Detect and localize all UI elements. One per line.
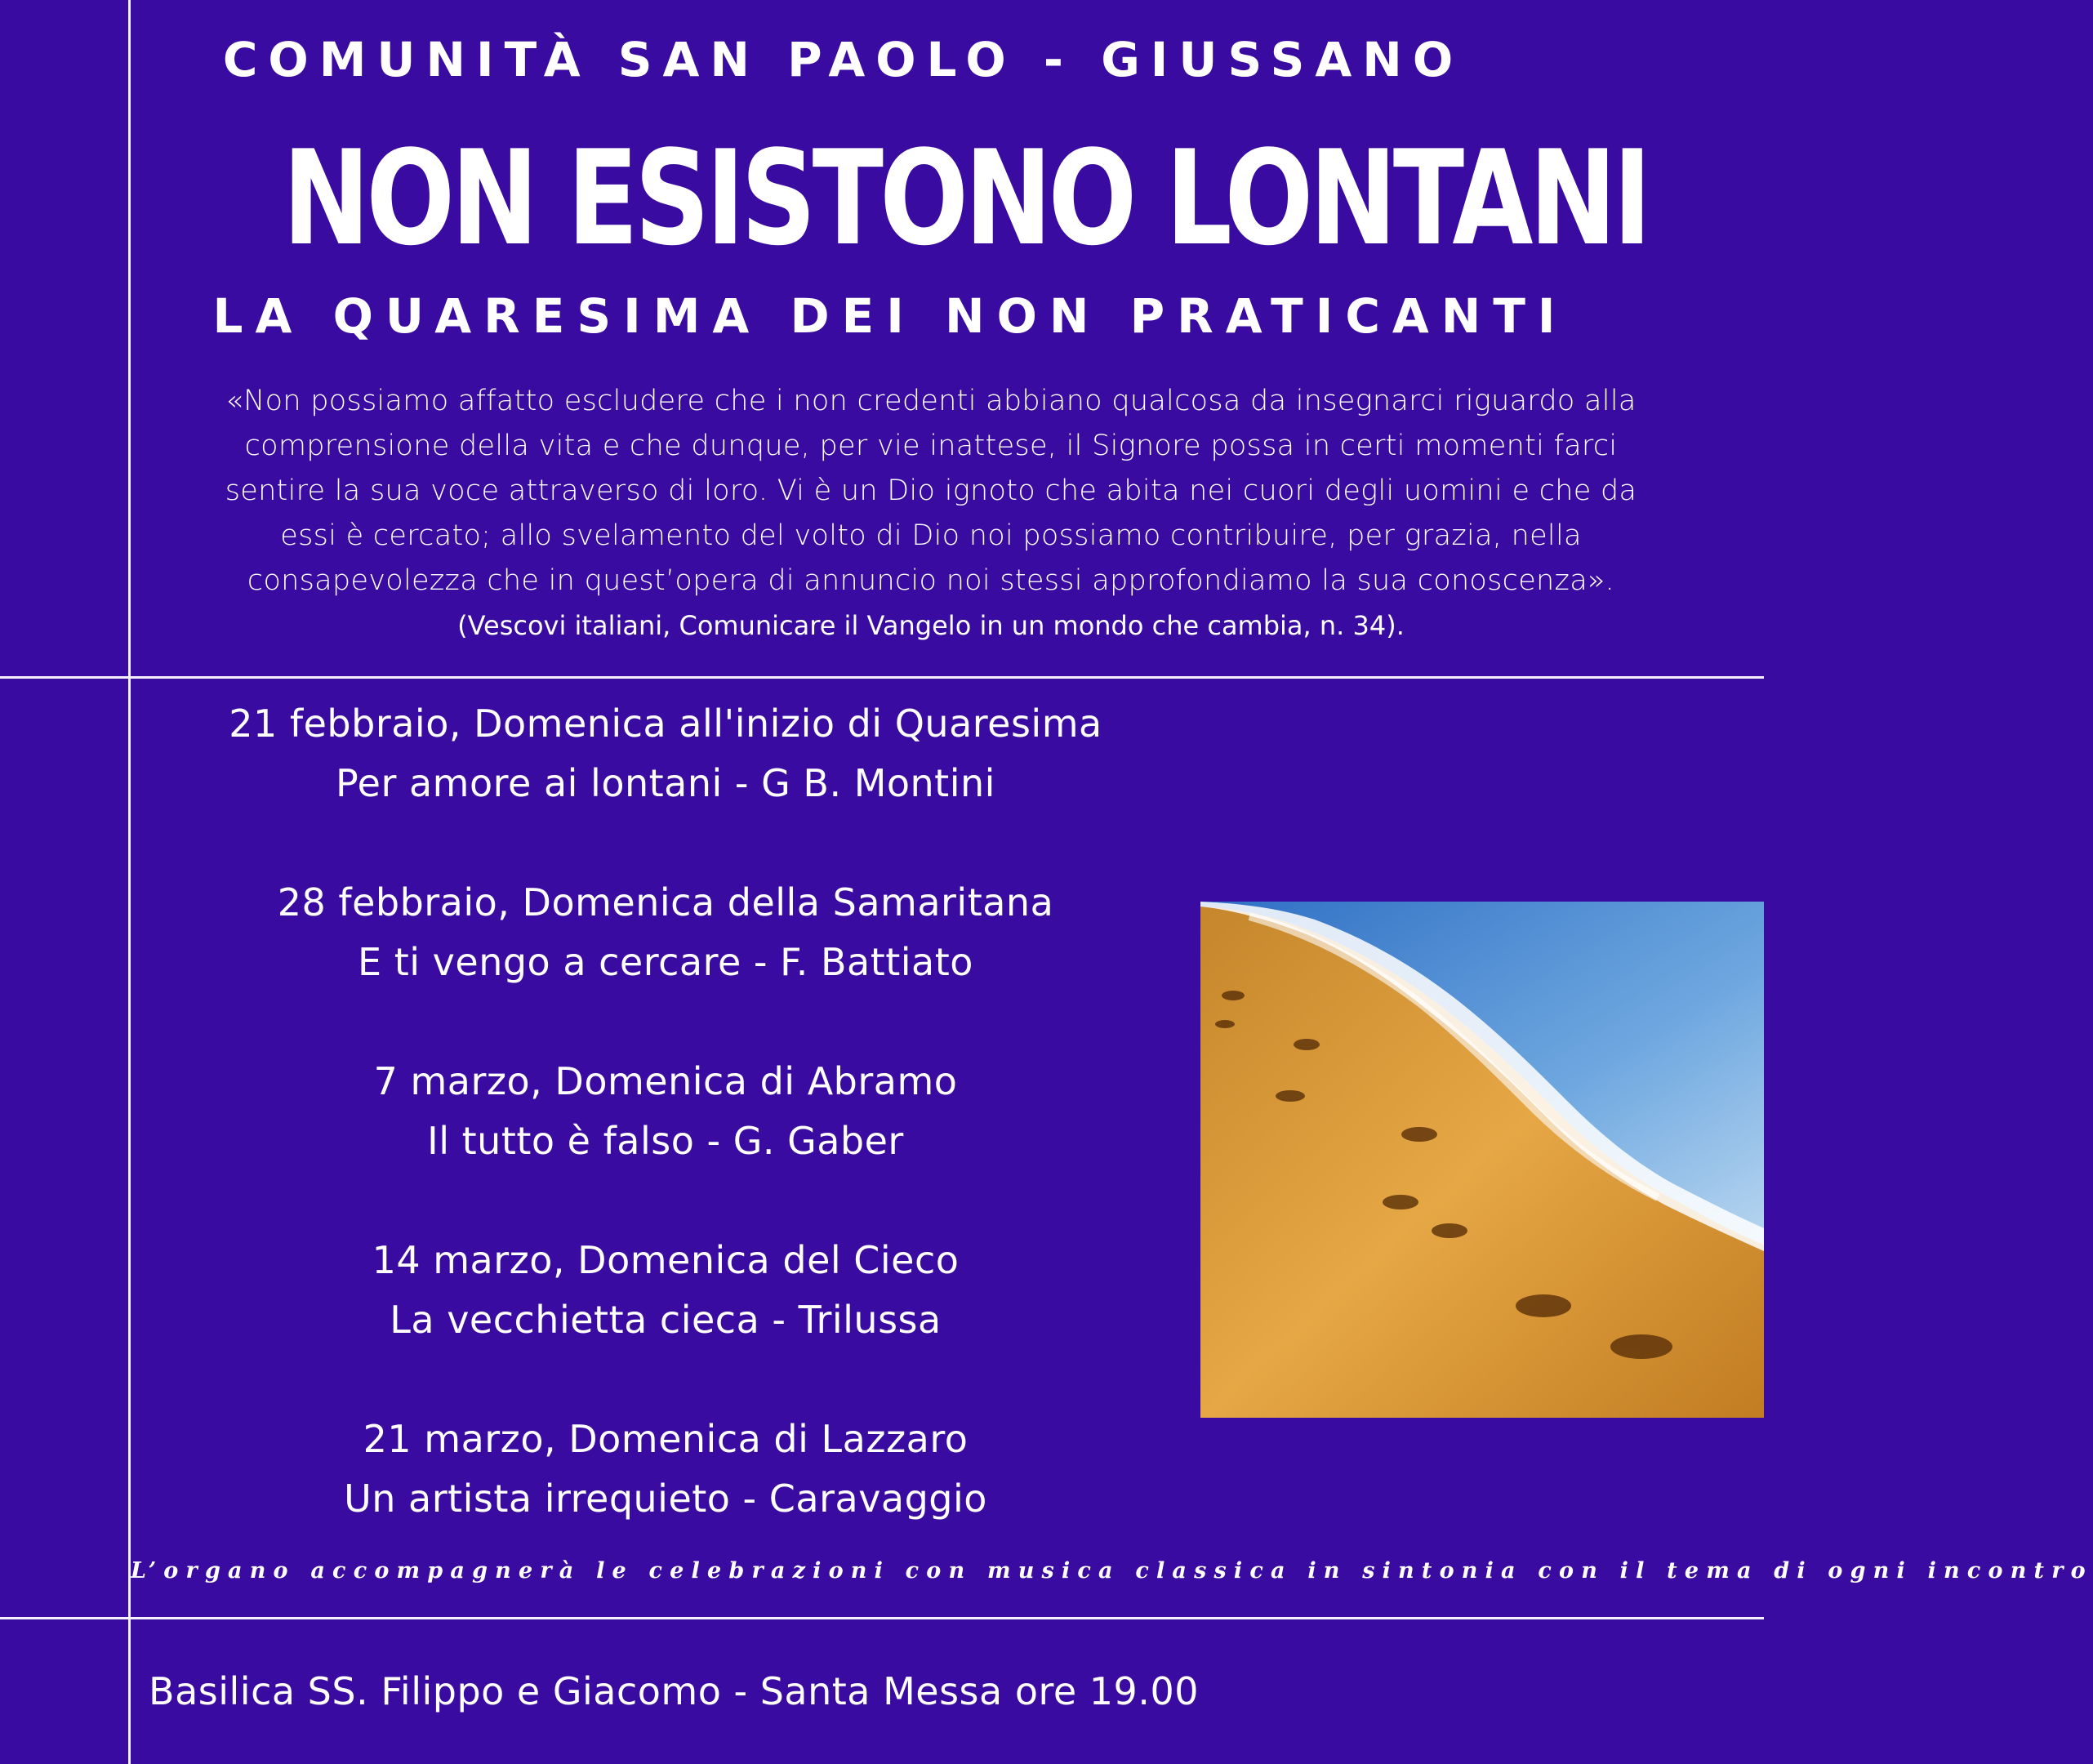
event-item <box>131 1052 1200 1171</box>
event-date: 21 febbraio, Domenica all'inizio di Quaresima <box>229 702 1102 746</box>
event-item <box>131 873 1200 992</box>
page-subtitle: LA QUARESIMA DEI NON PRATICANTI <box>212 288 1568 344</box>
event-item <box>131 1410 1200 1529</box>
quote-line: «Non possiamo affatto escludere che i non credenti abbiano qualcosa da insegnarci riguardo alla <box>225 385 1637 417</box>
horizontal-divider-bottom <box>0 1617 1764 1619</box>
event-date: 14 marzo, Domenica del Cieco <box>372 1238 960 1282</box>
event-date: 28 febbraio, Domenica della Samaritana <box>277 880 1054 924</box>
quote-line: essi è cercato; allo svelamento del volto di Dio noi possiamo contribuire, per grazia, nella <box>280 519 1582 552</box>
horizontal-divider-top <box>0 676 1764 679</box>
beach-footprints-image <box>1200 902 1764 1418</box>
quote-block <box>131 379 1731 604</box>
quote-line: comprensione della vita e che dunque, per vie inattese, il Signore possa in certi momenti farci <box>244 430 1618 462</box>
event-item <box>131 1231 1200 1350</box>
organ-note: L’organo accompagnerà le celebrazioni con musica classica in sintonia con il tema di ogni incontro <box>131 1558 2093 1584</box>
organization-name: COMUNITÀ SAN PAOLO - GIUSSANO <box>222 32 1464 87</box>
event-topic: Per amore ai lontani - G B. Montini <box>336 761 995 805</box>
event-topic: La vecchietta cieca - Trilussa <box>390 1298 942 1342</box>
event-item <box>131 694 1200 813</box>
event-topic: E ti vengo a cercare - F. Battiato <box>358 940 973 984</box>
venue-info: Basilica SS. Filippo e Giacomo - Santa Messa ore 19.00 <box>149 1669 1199 1713</box>
events-list <box>131 694 1200 1588</box>
quote-line: sentire la sua voce attraverso di loro. Vi è un Dio ignoto che abita nei cuori degli uomini e che da <box>225 474 1637 507</box>
beach-footprints-illustration <box>1200 902 1764 1418</box>
event-date: 7 marzo, Domenica di Abramo <box>373 1059 958 1103</box>
event-topic: Un artista irrequieto - Caravaggio <box>344 1477 987 1521</box>
event-date: 21 marzo, Domenica di Lazzaro <box>363 1417 969 1461</box>
quote-line: consapevolezza che in quest’opera di annuncio noi stessi approfondiamo la sua conoscenza». <box>247 564 1615 597</box>
page-title: NON ESISTONO LONTANI <box>283 122 1648 274</box>
event-topic: Il tutto è falso - G. Gaber <box>427 1119 904 1163</box>
quote-citation: (Vescovi italiani, Comunicare il Vangelo in un mondo che cambia, n. 34). <box>457 610 1405 641</box>
